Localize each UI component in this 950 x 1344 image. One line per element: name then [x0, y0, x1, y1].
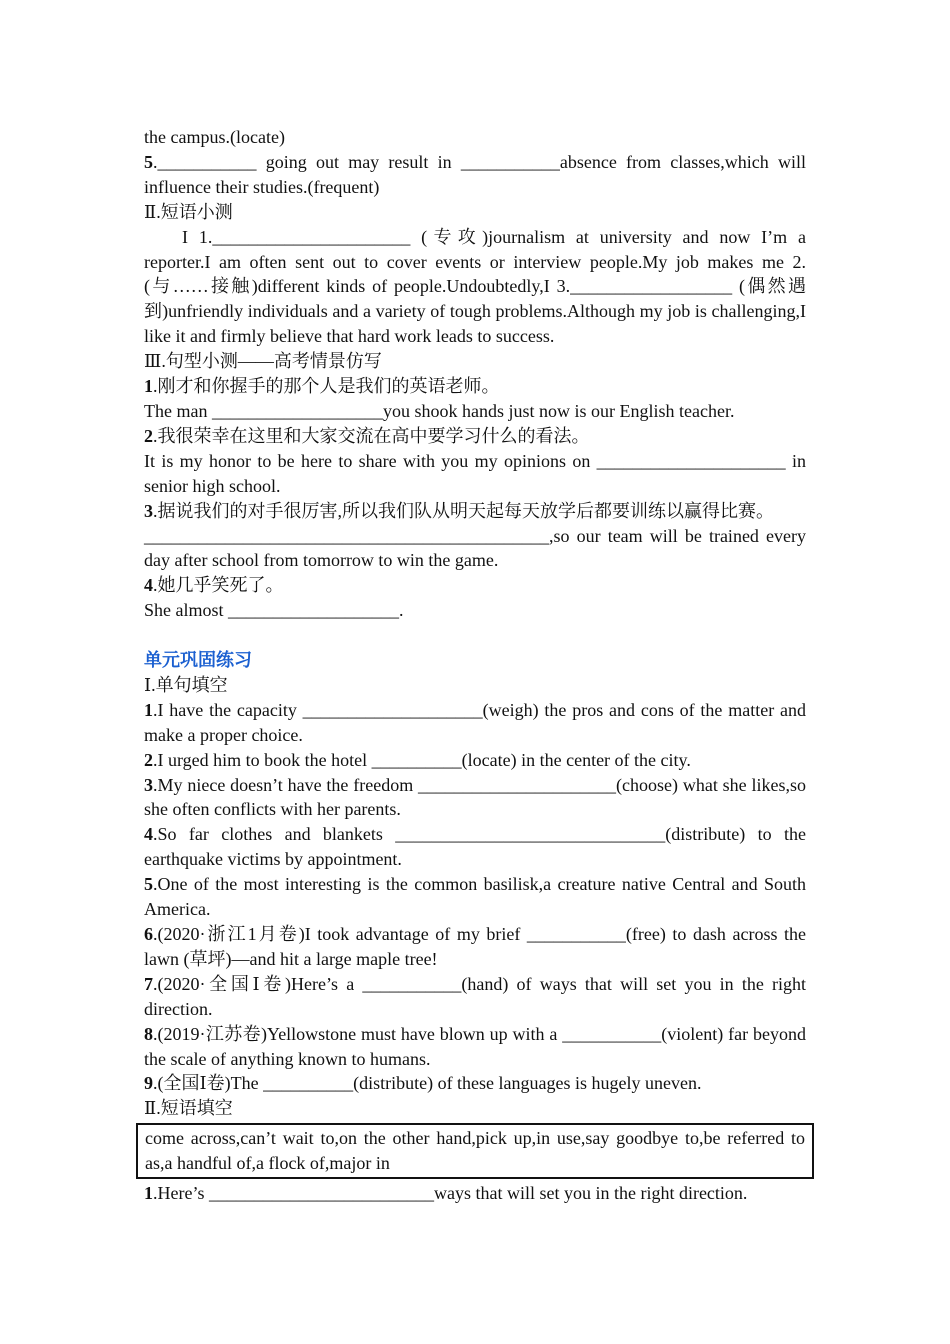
text-segment: the campus.(locate) [144, 127, 285, 147]
item-number: 1 [144, 376, 153, 397]
item-number: 1 [144, 1183, 153, 1204]
paragraph [144, 125, 806, 150]
paragraph [144, 1071, 806, 1096]
unit-title [144, 648, 806, 673]
text-segment: .My niece doesn’t have the freedom ______________________(choose) what she likes,so she often conflicts with her parents. [144, 774, 806, 820]
item-number: 1 [144, 699, 153, 720]
item-number: 9 [144, 1073, 153, 1094]
phrase-bank-box [136, 1123, 814, 1179]
paragraph [144, 598, 806, 623]
paragraph [144, 374, 806, 399]
document-page [144, 125, 806, 1206]
item-number: 3 [144, 774, 153, 795]
paragraph [144, 449, 806, 499]
paragraph [144, 524, 806, 574]
item-number: 3 [144, 500, 153, 521]
paragraph [144, 150, 806, 200]
section-heading [144, 349, 806, 374]
item-number: 7 [144, 973, 153, 994]
text-segment: I 1.______________________ (专攻)journalism at university and now I’m a reporter.I am often sent out to cover events or interview people.My job makes me 2.(与……接触)different kinds of people.Undoubtedly,I 3.__________________ (偶然遇到)unfriendly individuals and a variety of tough problems.Although my job is challenging,I like it and firmly believe that hard work leads to success. [144, 226, 806, 347]
section-heading [144, 200, 806, 225]
section-heading [144, 673, 806, 698]
text-segment: .(2020·浙江1月卷)I took advantage of my brief ___________(free) to dash across the lawn (草坪)—and hit a large maple tree! [144, 923, 806, 969]
item-number: 5 [144, 151, 153, 172]
text-segment: .I urged him to book the hotel __________(locate) in the center of the city. [153, 749, 691, 770]
text-segment: .(2019·江苏卷)Yellowstone must have blown up with a ___________(violent) far beyond the scale of anything known to humans. [144, 1023, 806, 1069]
text-segment: Ⅲ.句型小测——高考情景仿写 [144, 351, 382, 372]
text-segment: The man ___________________you shook hands just now is our English teacher. [144, 400, 735, 421]
paragraph [144, 748, 806, 773]
paragraph [144, 972, 806, 1022]
item-number: 5 [144, 874, 153, 895]
paragraph [144, 773, 806, 823]
item-number: 4 [144, 575, 153, 596]
text-segment: .One of the most interesting is the common basilisk,a creature native Central and South America. [144, 874, 806, 920]
text-segment: .I have the capacity ____________________(weigh) the pros and cons of the matter and make a proper choice. [144, 699, 806, 745]
text-segment: 单元巩固练习 [144, 650, 252, 671]
text-segment: .Here’s _________________________ways that will set you in the right direction. [153, 1183, 748, 1204]
paragraph [144, 822, 806, 872]
text-segment: _____________________________________________,so our team will be trained every day after school from tomorrow to win the game. [144, 525, 806, 571]
text-segment: Ⅰ.单句填空 [144, 674, 228, 695]
text-segment: .___________ going out may result in ___________absence from classes,which will influence their studies.(frequent) [144, 151, 806, 197]
paragraph [144, 1022, 806, 1072]
text-segment: Ⅱ.短语小测 [144, 201, 233, 222]
text-segment: .So far clothes and blankets ______________________________(distribute) to the earthquake victims by appointment. [144, 824, 806, 870]
paragraph [144, 225, 806, 350]
text-segment: Ⅱ.短语填空 [144, 1098, 233, 1119]
text-segment: .刚才和你握手的那个人是我们的英语老师。 [153, 376, 500, 397]
paragraph [144, 922, 806, 972]
text-segment: It is my honor to be here to share with you my opinions on _____________________ in senior high school. [144, 450, 806, 496]
item-number: 8 [144, 1023, 153, 1044]
paragraph [144, 872, 806, 922]
paragraph [144, 698, 806, 748]
paragraph [144, 573, 806, 598]
text-segment: .我很荣幸在这里和大家交流在高中要学习什么的看法。 [153, 425, 590, 446]
item-number: 2 [144, 425, 153, 446]
text-segment: come across,can’t wait to,on the other hand,pick up,in use,say goodbye to,be referred to as,a handful of,a flock of,major in [145, 1128, 805, 1174]
item-number: 6 [144, 923, 153, 944]
paragraph [144, 424, 806, 449]
paragraph [144, 1181, 806, 1206]
text-segment: .她几乎笑死了。 [153, 575, 284, 596]
text-segment: .(全国Ⅰ卷)The __________(distribute) of these languages is hugely uneven. [153, 1073, 702, 1094]
item-number: 2 [144, 749, 153, 770]
text-segment: .据说我们的对手很厉害,所以我们队从明天起每天放学后都要训练以赢得比赛。 [153, 500, 774, 521]
text-segment: She almost ___________________. [144, 600, 404, 621]
paragraph [144, 399, 806, 424]
paragraph [144, 499, 806, 524]
item-number: 4 [144, 824, 153, 845]
section-heading [144, 1096, 806, 1121]
text-segment: .(2020·全国Ⅰ卷)Here’s a ___________(hand) of ways that will set you in the right direction. [144, 973, 806, 1019]
spacer [144, 623, 806, 648]
